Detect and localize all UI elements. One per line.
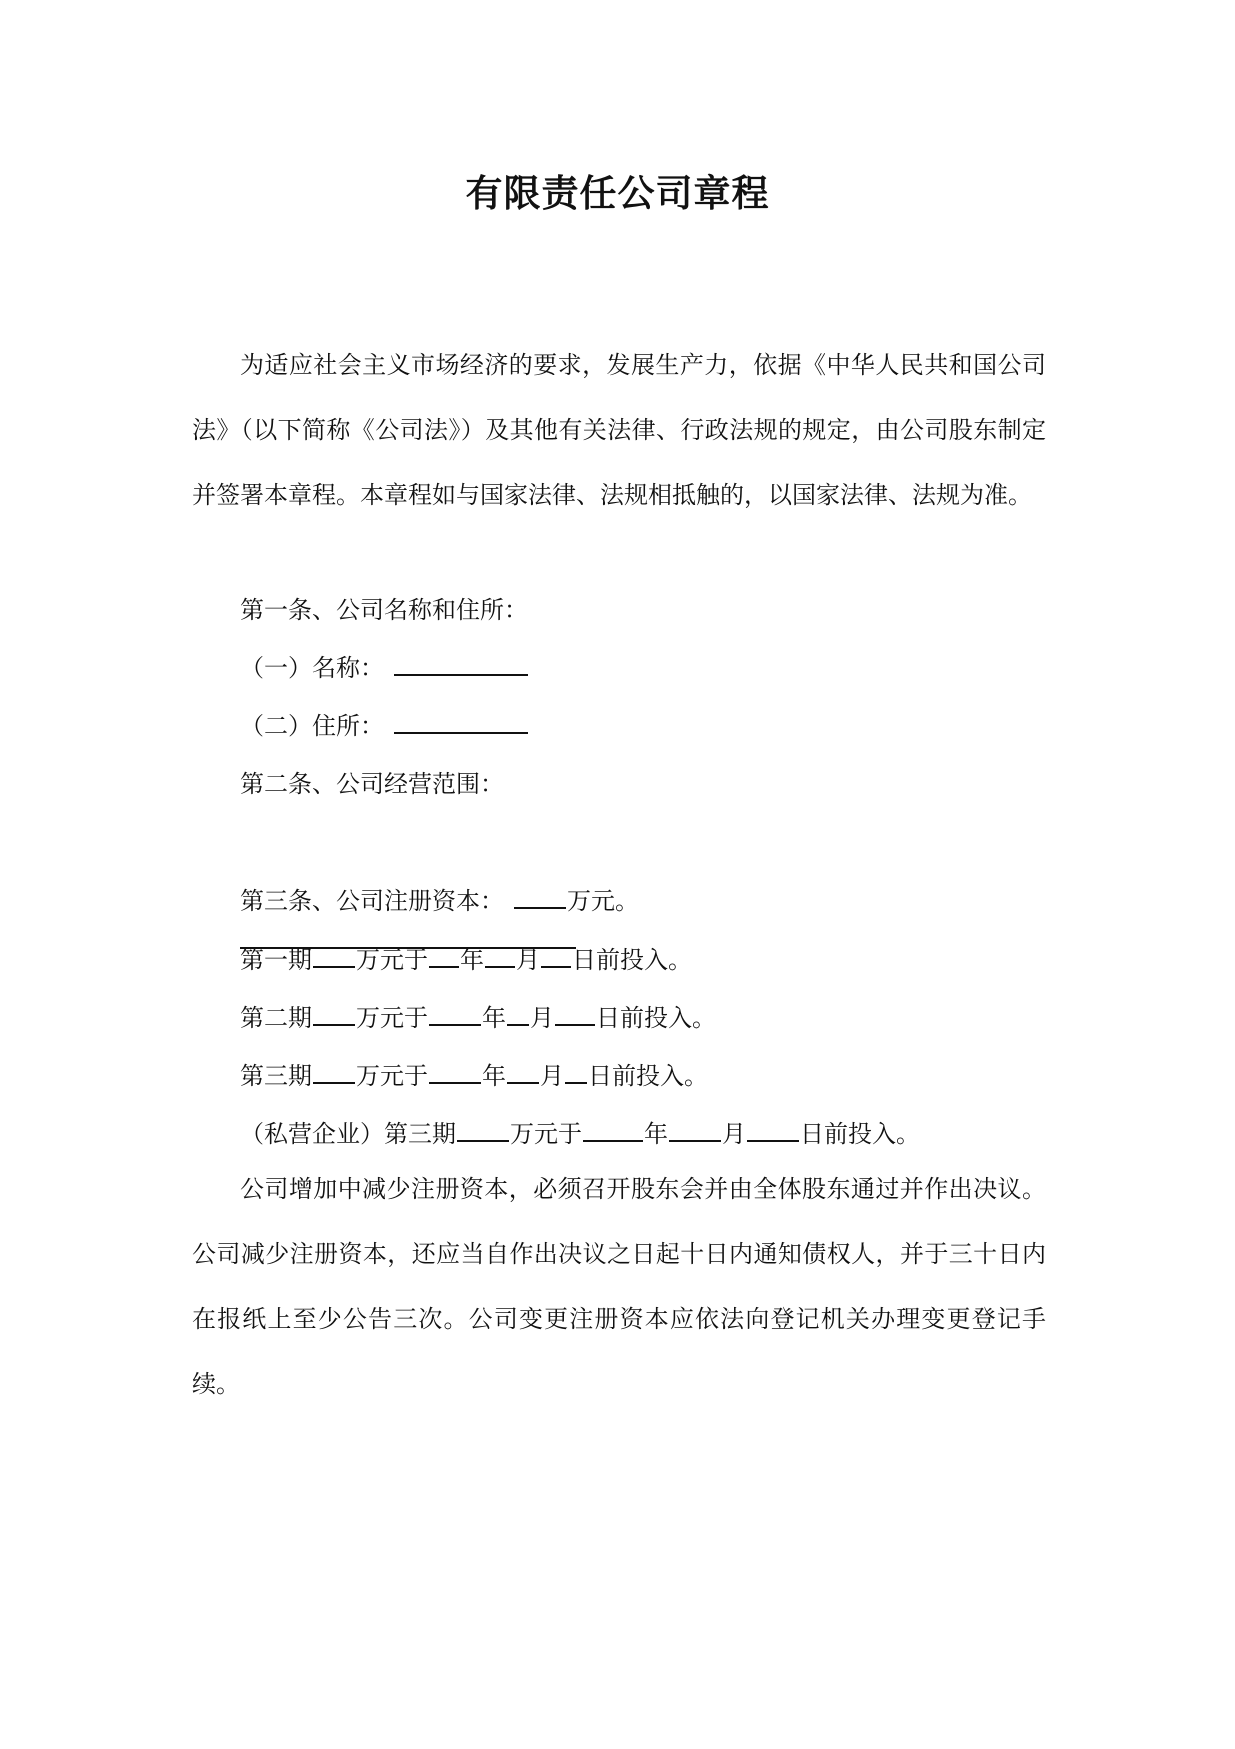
phase3-private-year: 年 [644,1120,668,1148]
phase3-private-day-blank[interactable] [747,1118,799,1142]
capital-suffix: 万元。 [567,887,639,915]
phase3-private-label: （私营企业）第三期 [240,1120,456,1148]
phase3-private-row [240,1118,920,1150]
phase2-amount-blank[interactable] [313,1002,355,1026]
phase3-private-day: 日前投入。 [800,1120,920,1148]
phase1-row [240,944,692,976]
phase1-month: 月 [516,946,540,974]
document-title: 有限责任公司章程 [465,172,770,215]
phase3-month: 月 [540,1062,564,1090]
article1-heading: 第一条、公司名称和住所： [240,596,528,624]
phase2-row [240,1002,716,1034]
phase3-private-month: 月 [722,1120,746,1148]
phase3-private-month-blank[interactable] [669,1118,721,1142]
phase1-month-blank[interactable] [485,944,515,968]
phase1-wan: 万元于 [356,946,428,974]
phase3-private-amount-blank[interactable] [457,1118,509,1142]
phase2-day-blank[interactable] [555,1002,595,1026]
name-label: （一）名称： [240,654,384,682]
phase2-year-blank[interactable] [429,1002,481,1026]
phase1-label: 第一期 [240,946,312,974]
phase2-month: 月 [530,1004,554,1032]
phase3-day-blank[interactable] [565,1060,587,1084]
address-label: （二）住所： [240,712,384,740]
phase1-year-blank[interactable] [429,944,459,968]
phase3-amount-blank[interactable] [313,1060,355,1084]
phase3-wan: 万元于 [356,1062,428,1090]
phase3-year: 年 [482,1062,506,1090]
phase2-wan: 万元于 [356,1004,428,1032]
phase1-year: 年 [460,946,484,974]
phase2-month-blank[interactable] [507,1002,529,1026]
phase2-year: 年 [482,1004,506,1032]
name-blank[interactable] [394,652,528,676]
article2-heading: 第二条、公司经营范围： [240,770,504,798]
phase1-day-blank[interactable] [541,944,571,968]
article1-name-row [240,652,529,684]
address-blank[interactable] [394,710,528,734]
phase3-month-blank[interactable] [507,1060,539,1084]
phase1-amount-blank[interactable] [313,944,355,968]
capital-prefix: 第三条、公司注册资本： [240,887,504,915]
phase3-row [240,1060,708,1092]
preamble-paragraph: 为适应社会主义市场经济的要求，发展生产力，依据《中华人民共和国公司法》（以下简称《公司法》）及其他有关法律、行政法规的规定，由公司股东制定并签署本章程。本章程如与国家法律、法规相抵触的，以国家法律、法规为准。 [192,351,1046,509]
phase3-year-blank[interactable] [429,1060,481,1084]
phase2-label: 第二期 [240,1004,312,1032]
phase3-private-wan: 万元于 [510,1120,582,1148]
phase3-day: 日前投入。 [588,1062,708,1090]
capital-amount-blank[interactable] [514,885,566,909]
phase3-private-year-blank[interactable] [583,1118,643,1142]
phase3-label: 第三期 [240,1062,312,1090]
article1-address-row [240,710,529,742]
phase1-day: 日前投入。 [572,946,692,974]
capital-change-paragraph: 公司增加中减少注册资本，必须召开股东会并由全体股东通过并作出决议。公司减少注册资本，还应当自作出决议之日起十日内通知债权人，并于三十日内在报纸上至少公告三次。公司变更注册资本应依法向登记机关办理变更登记手续。 [192,1175,1046,1398]
phase2-day: 日前投入。 [596,1004,716,1032]
article3-capital-row [240,885,639,917]
